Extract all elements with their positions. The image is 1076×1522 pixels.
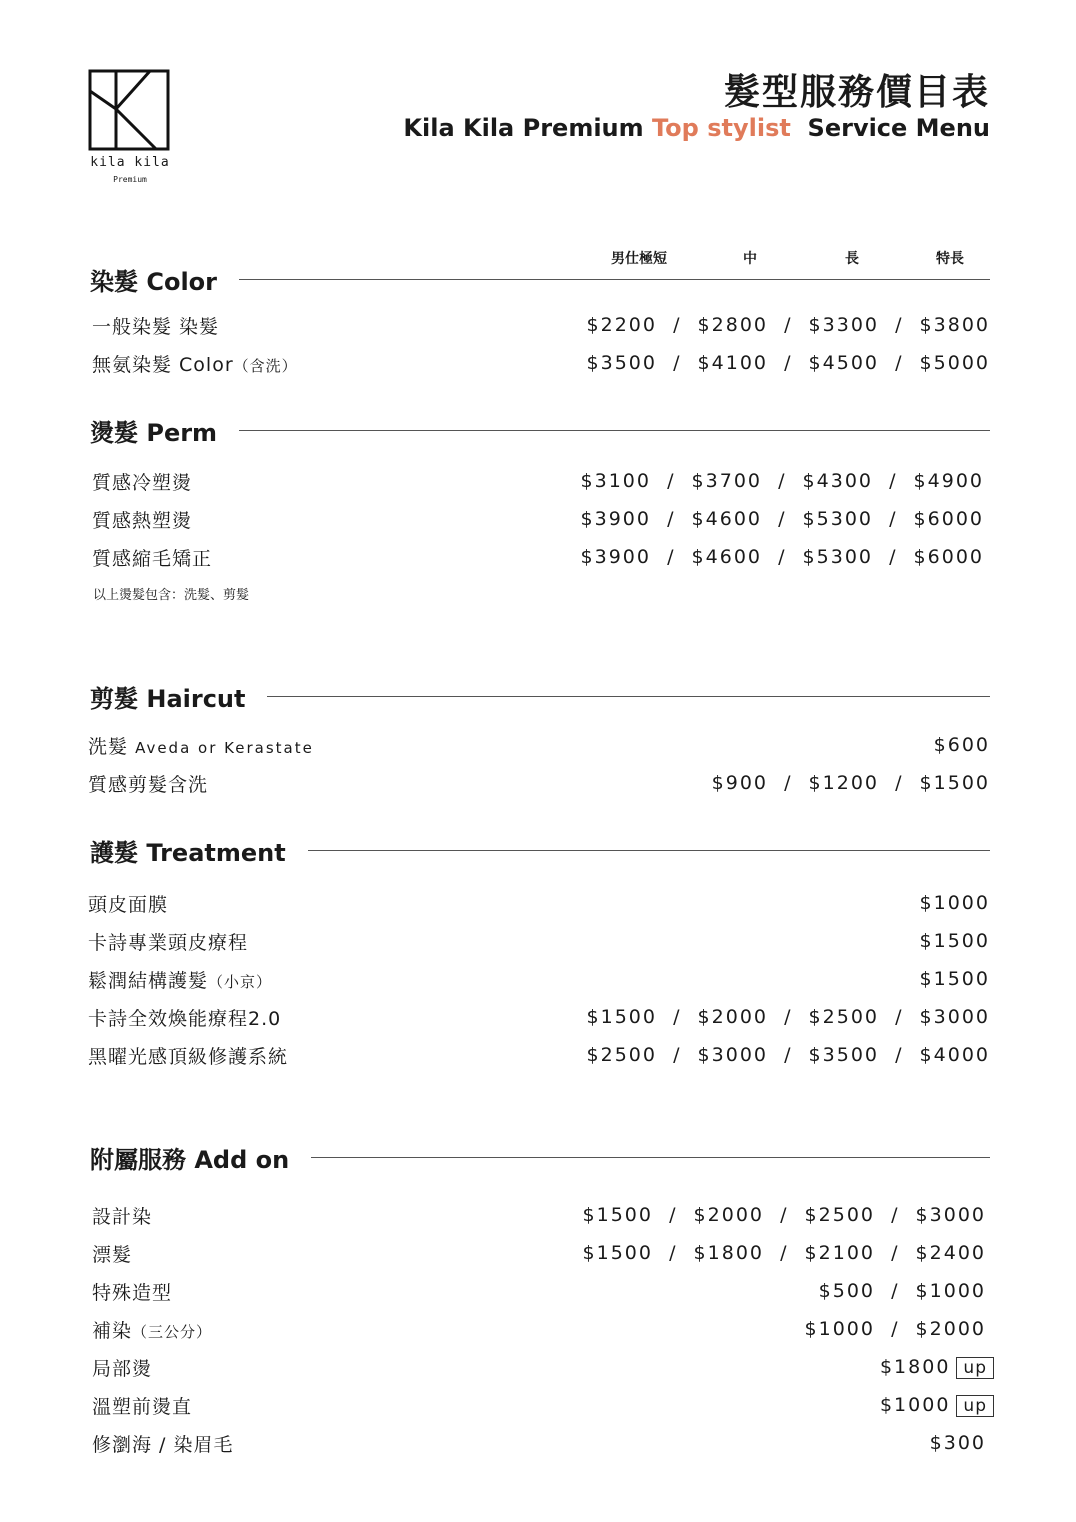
section-title: 附屬服務 Add on (90, 1146, 290, 1174)
service-price: $1500 (919, 968, 990, 990)
brand-logo (88, 69, 172, 184)
service-name: 卡詩專業頭皮療程 (88, 931, 249, 954)
service-price: $1000 / $2000 (804, 1318, 986, 1340)
service-price: $3900 / $4600 / $5300 / $6000 (580, 546, 984, 568)
service-name: 黑曜光感頂級修護系統 (88, 1045, 289, 1068)
subtitle-brand: Kila Kila Premium (403, 114, 652, 142)
service-name: 補染（三公分） (92, 1319, 213, 1342)
divider (311, 1157, 990, 1158)
up-badge: up (956, 1357, 994, 1379)
section-title: 燙髮 Perm (90, 419, 218, 447)
service-price: $1000 up (880, 1394, 994, 1417)
service-name: 漂髮 (92, 1243, 133, 1266)
column-header-long: 長 (845, 251, 859, 267)
service-price: $300 (929, 1432, 986, 1454)
price-row (92, 1276, 986, 1306)
column-header-short: 男仕極短 (611, 251, 667, 267)
section-treatment-header (90, 833, 990, 868)
service-name: 一般染髮 染髮 (92, 315, 220, 338)
service-price: $1500 / $2000 / $2500 / $3000 (582, 1204, 986, 1226)
divider (267, 696, 990, 697)
service-price: $900 / $1200 / $1500 (711, 772, 990, 794)
price-row (92, 1352, 994, 1382)
section-title: 護髮 Treatment (90, 839, 286, 867)
logo-mark-icon (88, 69, 172, 153)
subtitle-menu: Service Menu (790, 114, 990, 142)
divider (308, 850, 990, 851)
price-row (92, 542, 984, 572)
column-header-extra-long: 特長 (936, 251, 964, 267)
price-row (92, 310, 990, 340)
price-row (92, 1390, 994, 1420)
service-price: $3100 / $3700 / $4300 / $4900 (580, 470, 984, 492)
service-price: $1800 up (880, 1356, 994, 1379)
section-addon-header (90, 1140, 990, 1175)
service-price: $2500 / $3000 / $3500 / $4000 (586, 1044, 990, 1066)
service-price: $600 (933, 734, 990, 756)
service-name: 設計染 (92, 1205, 153, 1228)
service-name: 質感熱塑燙 (92, 509, 193, 532)
service-price: $1500 (919, 930, 990, 952)
price-row (88, 926, 990, 956)
section-title: 剪髮 Haircut (90, 685, 246, 713)
page-subtitle (403, 114, 990, 142)
price-row (92, 1200, 986, 1230)
price-row (88, 1040, 990, 1070)
section-title: 染髮 Color (90, 268, 218, 296)
price-row (88, 888, 990, 918)
service-name: 洗髮 Aveda or Kerastate (88, 735, 314, 758)
section-color-header (90, 262, 990, 297)
logo-name: kila kila (90, 155, 170, 170)
service-name: 修瀏海 / 染眉毛 (92, 1433, 234, 1456)
service-price: $1500 / $2000 / $2500 / $3000 (586, 1006, 990, 1028)
column-header-medium: 中 (743, 251, 757, 267)
price-row (92, 466, 984, 496)
service-name: 特殊造型 (92, 1281, 173, 1304)
service-price: $3500 / $4100 / $4500 / $5000 (586, 352, 990, 374)
price-row (88, 730, 990, 760)
price-row (88, 964, 990, 994)
price-row (88, 1002, 990, 1032)
service-name: 質感冷塑燙 (92, 471, 193, 494)
service-price: $2200 / $2800 / $3300 / $3800 (586, 314, 990, 336)
service-name: 局部燙 (92, 1357, 153, 1380)
service-name: 頭皮面膜 (88, 893, 169, 916)
price-row (92, 1428, 986, 1458)
divider (239, 279, 990, 280)
price-row (92, 1238, 986, 1268)
section-perm-header (90, 413, 990, 448)
section-haircut-header (90, 679, 990, 714)
service-name: 質感剪髮含洗 (88, 773, 209, 796)
page-title: 髮型服務價目表 (723, 72, 990, 113)
service-name: 質感縮毛矯正 (92, 547, 213, 570)
subtitle-accent: Top stylist (652, 114, 791, 142)
price-row (92, 348, 990, 378)
service-price: $3900 / $4600 / $5300 / $6000 (580, 508, 984, 530)
service-price: $500 / $1000 (818, 1280, 986, 1302)
price-row (88, 768, 990, 798)
service-name: 溫塑前燙直 (92, 1395, 193, 1418)
service-name: 卡詩全效煥能療程2.0 (88, 1007, 282, 1030)
price-row (92, 1314, 986, 1344)
service-price: $1500 / $1800 / $2100 / $2400 (582, 1242, 986, 1264)
divider (239, 430, 990, 431)
service-price: $1000 (919, 892, 990, 914)
price-row (92, 504, 984, 534)
up-badge: up (956, 1395, 994, 1417)
service-name: 鬆潤結構護髮（小京） (88, 969, 273, 992)
service-name: 無氨染髮 Color（含洗） (92, 353, 298, 376)
perm-note: 以上燙髮包含：洗髮、剪髮 (93, 588, 250, 603)
logo-subtitle: Premium (113, 175, 147, 184)
